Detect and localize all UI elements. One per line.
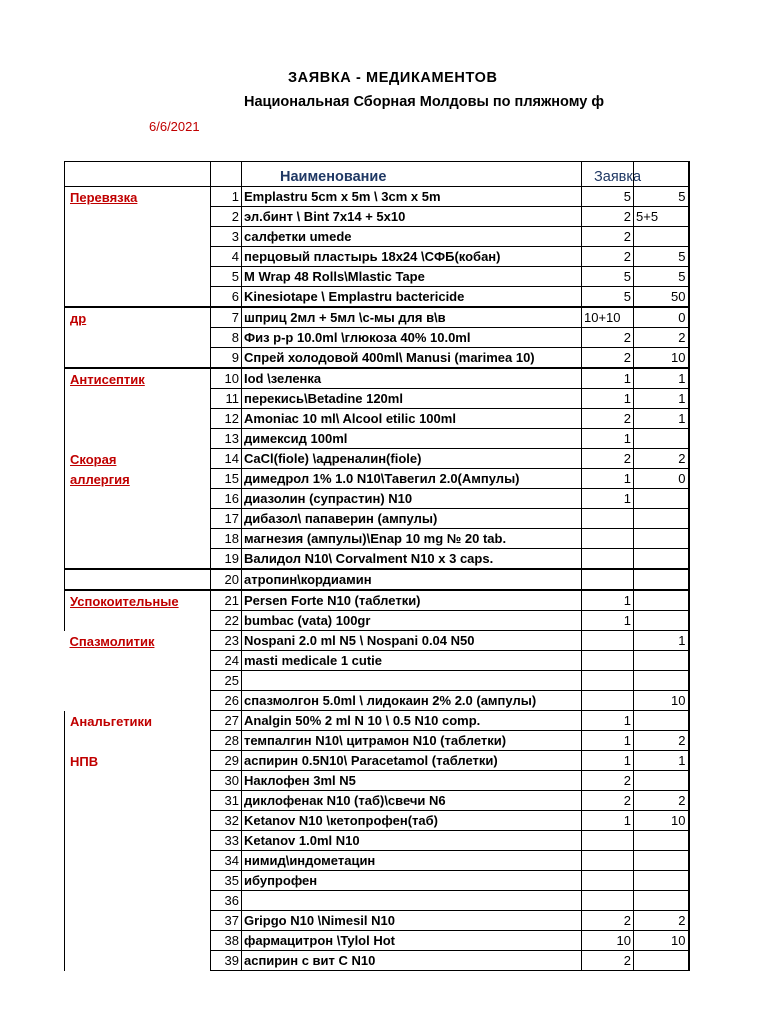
- medication-name-cell: Nospani 2.0 ml N5 \ Nospani 0.04 N50: [242, 631, 582, 651]
- medication-name-cell: Emplastru 5cm x 5m \ 3cm x 5m: [242, 187, 582, 207]
- request-qty-cell: 5: [582, 187, 634, 207]
- category-cell: [65, 509, 211, 529]
- request-qty-cell: 1: [582, 731, 634, 751]
- request-qty-cell: [582, 871, 634, 891]
- medication-name-cell: [242, 671, 582, 691]
- medication-name-cell: нимид\индометацин: [242, 851, 582, 871]
- row-number-cell: 33: [211, 831, 242, 851]
- row-number-cell: 14: [211, 449, 242, 469]
- medication-name-cell: аспирин 0.5N10\ Paracetamol (таблетки): [242, 751, 582, 771]
- request-qty-cell: 2: [582, 791, 634, 811]
- request-qty-cell: 2: [582, 227, 634, 247]
- medication-name-cell: дибазол\ папаверин (ампулы): [242, 509, 582, 529]
- category-cell: Перевязка: [65, 187, 211, 207]
- request-extra-cell: 2: [634, 731, 689, 751]
- request-qty-cell: [582, 569, 634, 590]
- table-row: [65, 569, 689, 590]
- row-number-cell: 31: [211, 791, 242, 811]
- row-number-cell: 3: [211, 227, 242, 247]
- table-row: [65, 731, 689, 751]
- request-extra-cell: [634, 711, 689, 731]
- header-request-cell: Заявка: [582, 162, 634, 187]
- request-extra-cell: 1: [634, 631, 689, 651]
- row-number-cell: 11: [211, 389, 242, 409]
- request-qty-cell: 1: [582, 489, 634, 509]
- medication-name-cell: димексид 100ml: [242, 429, 582, 449]
- request-extra-cell: 10: [634, 691, 689, 711]
- row-number-cell: 9: [211, 348, 242, 369]
- category-cell: Успокоительные: [65, 590, 211, 611]
- request-extra-cell: [634, 509, 689, 529]
- medication-name-cell: димедрол 1% 1.0 N10\Тавегил 2.0(Ампулы): [242, 469, 582, 489]
- request-qty-cell: 5: [582, 287, 634, 308]
- header-category-cell: [65, 162, 211, 187]
- request-extra-cell: [634, 871, 689, 891]
- category-cell: [65, 691, 211, 711]
- request-extra-cell: 10: [634, 348, 689, 369]
- table-row: [65, 409, 689, 429]
- row-number-cell: 13: [211, 429, 242, 449]
- category-cell: [65, 529, 211, 549]
- category-cell: Спазмолитик: [69, 633, 155, 649]
- row-number-cell: 30: [211, 771, 242, 791]
- category-cell: [65, 791, 211, 811]
- medication-name-cell: ибупрофен: [242, 871, 582, 891]
- request-extra-cell: [634, 851, 689, 871]
- table-row: [65, 207, 689, 227]
- medication-name-cell: перекись\Betadine 120ml: [242, 389, 582, 409]
- request-extra-cell: [634, 227, 689, 247]
- table-row: [65, 711, 689, 731]
- header-number-cell: [211, 162, 242, 187]
- request-qty-cell: [582, 831, 634, 851]
- row-number-cell: 7: [211, 307, 242, 328]
- medication-name-cell: Ketanov 1.0ml N10: [242, 831, 582, 851]
- medication-name-cell: диклофенак N10 (таб)\свечи N6: [242, 791, 582, 811]
- table-row: [65, 751, 689, 771]
- row-number-cell: 26: [211, 691, 242, 711]
- request-extra-cell: 0: [634, 307, 689, 328]
- row-number-cell: 2: [211, 207, 242, 227]
- medication-name-cell: Спрей холодовой 400ml\ Manusi (marimea 10): [242, 348, 582, 369]
- category-cell: [65, 911, 211, 931]
- table-row: [65, 469, 689, 489]
- medication-name-cell: Наклофен 3ml N5: [242, 771, 582, 791]
- request-qty-cell: 2: [582, 911, 634, 931]
- table-row: [65, 368, 689, 389]
- row-number-cell: 39: [211, 951, 242, 971]
- row-number-cell: 8: [211, 328, 242, 348]
- request-qty-cell: 10: [582, 931, 634, 951]
- medication-name-cell: эл.бинт \ Bint 7x14 + 5x10: [242, 207, 582, 227]
- table-row: [65, 771, 689, 791]
- row-number-cell: 22: [211, 611, 242, 631]
- medication-name-cell: M Wrap 48 Rolls\Mlastic Tape: [242, 267, 582, 287]
- request-extra-cell: 1: [634, 368, 689, 389]
- category-cell: [65, 489, 211, 509]
- header-name-cell: Наименование: [242, 162, 582, 187]
- category-cell: др: [65, 307, 211, 328]
- request-extra-cell: [634, 771, 689, 791]
- row-number-cell: 17: [211, 509, 242, 529]
- row-number-cell: 12: [211, 409, 242, 429]
- table-row: [65, 489, 689, 509]
- row-number-cell: 34: [211, 851, 242, 871]
- medication-name-cell: Валидол N10\ Corvalment N10 x 3 caps.: [242, 549, 582, 570]
- medication-name-cell: Kinesiotape \ Emplastru bactericide: [242, 287, 582, 308]
- request-extra-cell: 50: [634, 287, 689, 308]
- category-cell: [65, 409, 211, 429]
- category-cell: [65, 931, 211, 951]
- request-extra-cell: 2: [634, 791, 689, 811]
- request-extra-cell: [634, 549, 689, 570]
- medication-name-cell: фармацитрон \Tylol Hot: [242, 931, 582, 951]
- row-number-cell: 18: [211, 529, 242, 549]
- category-cell: [65, 227, 211, 247]
- row-number-cell: 23: [211, 631, 242, 651]
- request-extra-cell: 1: [634, 389, 689, 409]
- request-extra-cell: [634, 831, 689, 851]
- table-row: [65, 611, 689, 631]
- table-row: [65, 911, 689, 931]
- category-cell: Скорая: [65, 449, 211, 469]
- request-qty-cell: 1: [582, 611, 634, 631]
- row-number-cell: 35: [211, 871, 242, 891]
- request-qty-cell: 1: [582, 751, 634, 771]
- table-row: [65, 389, 689, 409]
- medication-name-cell: шприц 2мл + 5мл \с-мы для в\в: [242, 307, 582, 328]
- document-title: ЗАЯВКА - МЕДИКАМЕНТОВ: [288, 70, 498, 86]
- category-cell: [65, 671, 211, 691]
- row-number-cell: 19: [211, 549, 242, 570]
- request-extra-cell: [634, 611, 689, 631]
- medication-name-cell: темпалгин N10\ цитрамон N10 (таблетки): [242, 731, 582, 751]
- table-row: [65, 951, 689, 971]
- row-number-cell: 29: [211, 751, 242, 771]
- request-extra-cell: 5: [634, 267, 689, 287]
- medication-name-cell: Iod \зеленка: [242, 368, 582, 389]
- request-qty-cell: [582, 851, 634, 871]
- request-qty-cell: 10+10: [582, 307, 634, 328]
- category-cell: [65, 651, 211, 671]
- row-number-cell: 6: [211, 287, 242, 308]
- row-number-cell: 21: [211, 590, 242, 611]
- table-row: [65, 891, 689, 911]
- request-extra-cell: 5: [634, 187, 689, 207]
- medication-name-cell: спазмолгон 5.0ml \ лидокаин 2% 2.0 (ампулы): [242, 691, 582, 711]
- medication-name-cell: салфетки umede: [242, 227, 582, 247]
- row-number-cell: 4: [211, 247, 242, 267]
- request-extra-cell: [634, 651, 689, 671]
- category-cell: [65, 871, 211, 891]
- table-row: [65, 549, 689, 570]
- table-row: [65, 227, 689, 247]
- medication-name-cell: Amoniac 10 ml\ Alcool etilic 100ml: [242, 409, 582, 429]
- category-cell: [65, 389, 211, 409]
- table-row: [65, 328, 689, 348]
- category-cell: [65, 771, 211, 791]
- category-cell: [65, 328, 211, 348]
- category-cell: [65, 287, 211, 308]
- medication-name-cell: Физ р-р 10.0ml \глюкоза 40% 10.0ml: [242, 328, 582, 348]
- category-cell: [65, 611, 211, 631]
- row-number-cell: 38: [211, 931, 242, 951]
- request-extra-cell: [634, 529, 689, 549]
- document-date: 6/6/2021: [149, 119, 200, 134]
- row-number-cell: 10: [211, 368, 242, 389]
- medication-name-cell: диазолин (супрастин) N10: [242, 489, 582, 509]
- request-extra-cell: [634, 951, 689, 971]
- medication-request-table: [64, 161, 690, 971]
- row-number-cell: 24: [211, 651, 242, 671]
- category-cell: [65, 569, 211, 590]
- category-cell: [65, 731, 211, 751]
- document-subtitle: Национальная Сборная Молдовы по пляжному ф: [244, 94, 605, 110]
- medication-name-cell: bumbac (vata) 100gr: [242, 611, 582, 631]
- row-number-cell: 25: [211, 671, 242, 691]
- request-extra-cell: [634, 489, 689, 509]
- medication-name-cell: Analgin 50% 2 ml N 10 \ 0.5 N10 comp.: [242, 711, 582, 731]
- request-qty-cell: 5: [582, 267, 634, 287]
- row-number-cell: 27: [211, 711, 242, 731]
- request-qty-cell: 2: [582, 207, 634, 227]
- row-number-cell: 37: [211, 911, 242, 931]
- table-row: [65, 590, 689, 611]
- request-qty-cell: [582, 529, 634, 549]
- category-cell: НПВ: [65, 751, 211, 771]
- request-extra-cell: 2: [634, 328, 689, 348]
- table-row: [65, 429, 689, 449]
- header-request-extra-cell: [634, 162, 689, 187]
- request-qty-cell: [582, 891, 634, 911]
- request-qty-cell: 1: [582, 469, 634, 489]
- category-cell: [65, 429, 211, 449]
- table-row: [65, 348, 689, 369]
- request-qty-cell: [582, 671, 634, 691]
- request-qty-cell: [582, 691, 634, 711]
- request-qty-cell: 2: [582, 348, 634, 369]
- table-row: [65, 449, 689, 469]
- category-cell: аллергия: [65, 469, 211, 489]
- category-cell: Анальгетики: [65, 711, 211, 731]
- table-row: [65, 529, 689, 549]
- table-row: [65, 651, 689, 671]
- row-number-cell: 32: [211, 811, 242, 831]
- request-qty-cell: [582, 549, 634, 570]
- category-cell: [65, 891, 211, 911]
- medication-name-cell: магнезия (ампулы)\Enap 10 mg № 20 tab.: [242, 529, 582, 549]
- request-qty-cell: [582, 631, 634, 651]
- table-header-row: [65, 162, 689, 187]
- table-row: [65, 931, 689, 951]
- table-row: [65, 509, 689, 529]
- medication-name-cell: CaCl(fiole) \адреналин(fiole): [242, 449, 582, 469]
- medication-name-cell: Ketanov N10 \кетопрофен(таб): [242, 811, 582, 831]
- medication-name-cell: masti medicale 1 cutie: [242, 651, 582, 671]
- row-number-cell: 36: [211, 891, 242, 911]
- request-qty-cell: 2: [582, 771, 634, 791]
- request-extra-cell: 5+5: [634, 207, 689, 227]
- table-row: [65, 187, 689, 207]
- request-qty-cell: [582, 651, 634, 671]
- request-extra-cell: 10: [634, 931, 689, 951]
- request-qty-cell: 1: [582, 711, 634, 731]
- request-qty-cell: 1: [582, 389, 634, 409]
- table-row: [65, 671, 689, 691]
- request-extra-cell: [634, 429, 689, 449]
- table-row: [65, 247, 689, 267]
- table-row: [65, 811, 689, 831]
- table-row: [65, 691, 689, 711]
- request-qty-cell: 2: [582, 247, 634, 267]
- table-row: [65, 287, 689, 308]
- request-extra-cell: [634, 891, 689, 911]
- row-number-cell: 20: [211, 569, 242, 590]
- category-cell: [65, 348, 211, 369]
- request-qty-cell: 2: [582, 449, 634, 469]
- request-extra-cell: 1: [634, 751, 689, 771]
- table-row: [65, 871, 689, 891]
- request-extra-cell: 0: [634, 469, 689, 489]
- table-row: [65, 631, 689, 651]
- request-extra-cell: 1: [634, 409, 689, 429]
- request-qty-cell: 2: [582, 951, 634, 971]
- category-cell: [65, 267, 211, 287]
- category-cell: [65, 207, 211, 227]
- category-cell: [65, 951, 211, 971]
- medication-name-cell: [242, 891, 582, 911]
- category-cell: [65, 549, 211, 570]
- medication-name-cell: аспирин с вит С N10: [242, 951, 582, 971]
- table-row: [65, 851, 689, 871]
- row-number-cell: 16: [211, 489, 242, 509]
- table-row: [65, 791, 689, 811]
- row-number-cell: 5: [211, 267, 242, 287]
- table-row: [65, 307, 689, 328]
- category-cell: [65, 831, 211, 851]
- medication-name-cell: Gripgo N10 \Nimesil N10: [242, 911, 582, 931]
- request-qty-cell: 1: [582, 590, 634, 611]
- request-qty-cell: [582, 509, 634, 529]
- table-row: [65, 267, 689, 287]
- row-number-cell: 1: [211, 187, 242, 207]
- request-extra-cell: 2: [634, 449, 689, 469]
- category-cell: [65, 811, 211, 831]
- request-extra-cell: [634, 590, 689, 611]
- row-number-cell: 28: [211, 731, 242, 751]
- table-row: [65, 831, 689, 851]
- request-qty-cell: 1: [582, 811, 634, 831]
- request-extra-cell: 5: [634, 247, 689, 267]
- request-extra-cell: 10: [634, 811, 689, 831]
- medication-name-cell: перцовый пластырь 18x24 \СФБ(кобан): [242, 247, 582, 267]
- medication-name-cell: Persen Forte N10 (таблетки): [242, 590, 582, 611]
- category-cell: [65, 247, 211, 267]
- request-qty-cell: 1: [582, 429, 634, 449]
- request-qty-cell: 1: [582, 368, 634, 389]
- row-number-cell: 15: [211, 469, 242, 489]
- request-extra-cell: [634, 569, 689, 590]
- request-qty-cell: 2: [582, 409, 634, 429]
- request-qty-cell: 2: [582, 328, 634, 348]
- category-cell: Антисептик: [65, 368, 211, 389]
- medication-name-cell: атропин\кордиамин: [242, 569, 582, 590]
- category-cell: [65, 851, 211, 871]
- request-extra-cell: [634, 671, 689, 691]
- request-extra-cell: 2: [634, 911, 689, 931]
